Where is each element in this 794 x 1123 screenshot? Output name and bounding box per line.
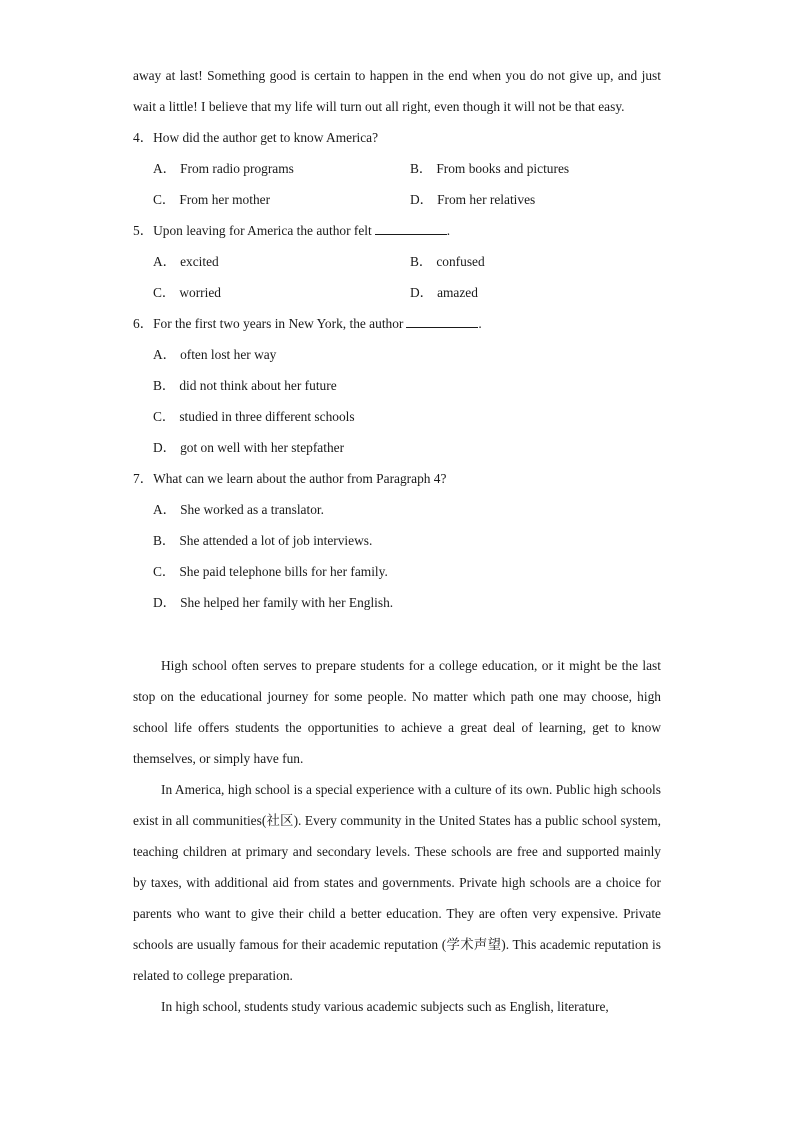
passage-2-paragraph-1: High school often serves to prepare students for a college education, or it might be the last stop on the educational journey for some people. No matter which path one may choose, high school life offers students the opportunities to achieve a great deal of learning, get to know themselves, or simply have fun. (133, 658, 661, 766)
section-spacer (133, 618, 661, 650)
question-7-options (133, 494, 661, 618)
option-b[interactable]: B． confused (410, 254, 485, 269)
question-text: What can we learn about the author from Paragraph 4? (153, 471, 447, 486)
question-6 (133, 308, 661, 463)
document-page (133, 60, 661, 1022)
question-number: 6． (133, 316, 154, 331)
option-d[interactable]: D． From her relatives (410, 192, 536, 207)
question-5-stem: 5．Upon leaving for America the author felt . (133, 215, 661, 246)
option-d[interactable]: D． amazed (410, 285, 478, 300)
question-text: For the first two years in New York, the author (153, 316, 404, 331)
option-b[interactable]: B． She attended a lot of job interviews. (153, 533, 373, 548)
question-text: Upon leaving for America the author felt (153, 223, 372, 238)
option-c[interactable]: C． worried (153, 285, 221, 300)
option-c[interactable]: C． studied in three different schools (153, 409, 355, 424)
question-number: 5． (133, 223, 154, 238)
question-text: How did the author get to know America? (153, 130, 379, 145)
question-7 (133, 463, 661, 618)
question-5-options (133, 246, 661, 308)
option-a[interactable]: A． From radio programs (153, 161, 294, 176)
option-a[interactable]: A． excited (153, 254, 219, 269)
question-4-options (133, 153, 661, 215)
passage-2-paragraph-3: In high school, students study various academic subjects such as English, literature, (161, 999, 609, 1014)
option-a[interactable]: A． often lost her way (153, 347, 277, 362)
question-5 (133, 215, 661, 308)
option-d[interactable]: D． got on well with her stepfather (153, 440, 345, 455)
option-b[interactable]: B． did not think about her future (153, 378, 337, 393)
question-4 (133, 122, 661, 215)
option-b[interactable]: B． From books and pictures (410, 161, 570, 176)
answer-blank[interactable] (406, 313, 478, 328)
answer-blank[interactable] (375, 220, 447, 235)
option-c[interactable]: C． She paid telephone bills for her family. (153, 564, 388, 579)
option-d[interactable]: D． She helped her family with her English. (153, 595, 394, 610)
option-a[interactable]: A． She worked as a translator. (153, 502, 324, 517)
passage-1-tail: away at last! Something good is certain to happen in the end when you do not give up, and just wait a little! I believe that my life will turn out all right, even though it will not be that easy. (133, 68, 661, 114)
question-number: 4． (133, 130, 154, 145)
option-c[interactable]: C． From her mother (153, 192, 271, 207)
question-6-options (133, 339, 661, 463)
question-number: 7． (133, 471, 154, 486)
question-6-stem: 6．For the first two years in New York, the author . (133, 308, 661, 339)
question-4-stem (133, 122, 661, 153)
passage-2-paragraph-2: In America, high school is a special experience with a culture of its own. Public high schools exist in all communities(社区). Every community in the United States has a public school system, teaching children at primary and secondary levels. These schools are free and supported mainly by taxes, with additional aid from states and governments. Private high schools are a choice for parents who want to give their child a better education. They are often very expensive. Private schools are usually famous for their academic reputation (学术声望). This academic reputation is related to college preparation. (133, 782, 661, 983)
question-7-stem (133, 463, 661, 494)
